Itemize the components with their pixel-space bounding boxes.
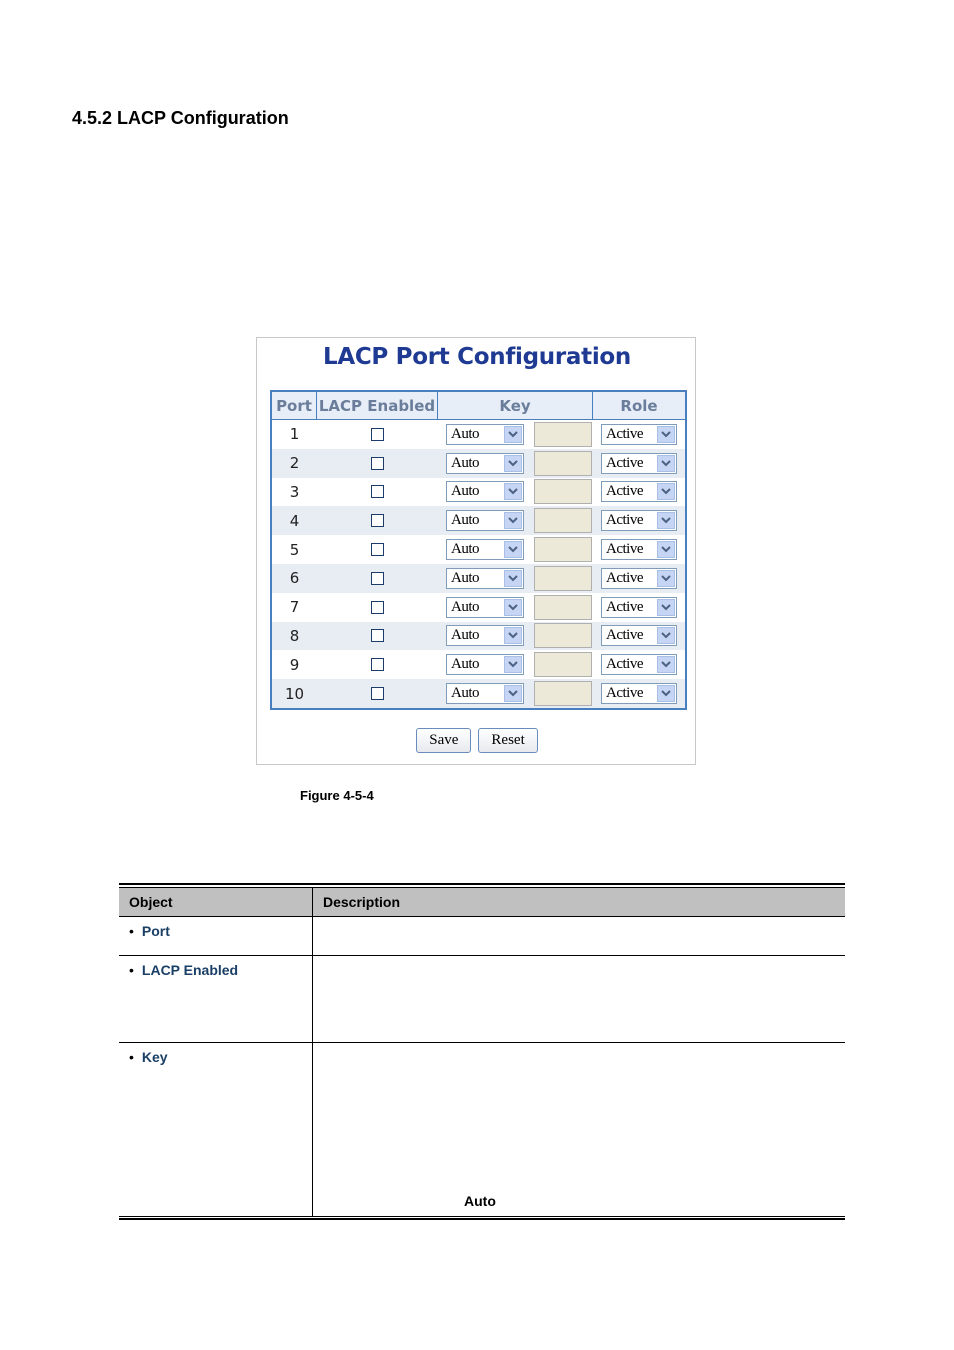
lacp-port-configuration-panel bbox=[256, 337, 696, 765]
header-role: Role bbox=[620, 396, 658, 415]
port-number: 5 bbox=[289, 540, 300, 559]
role-cell bbox=[593, 535, 685, 564]
lacp-enabled-checkbox[interactable] bbox=[371, 514, 384, 527]
role-cell bbox=[593, 679, 685, 708]
port-number: 3 bbox=[289, 482, 300, 501]
button-row bbox=[257, 728, 697, 753]
lacp-enabled-cell bbox=[317, 535, 438, 564]
key-select-value: Auto bbox=[451, 598, 479, 615]
header-description: Description bbox=[323, 894, 401, 910]
chevron-down-icon[interactable] bbox=[504, 541, 522, 558]
header-object: Object bbox=[119, 888, 313, 916]
table-row bbox=[272, 535, 685, 564]
chevron-down-icon[interactable] bbox=[657, 685, 675, 702]
lacp-enabled-cell bbox=[317, 622, 438, 651]
role-cell bbox=[593, 593, 685, 622]
chevron-down-icon[interactable] bbox=[504, 656, 522, 673]
key-select[interactable] bbox=[446, 539, 524, 560]
port-number: 4 bbox=[289, 511, 300, 530]
key-cell bbox=[438, 420, 593, 449]
key-select-value: Auto bbox=[451, 483, 479, 500]
chevron-down-icon[interactable] bbox=[504, 512, 522, 529]
save-button[interactable]: Save bbox=[416, 728, 471, 753]
port-number: 10 bbox=[284, 684, 305, 703]
table-bottom-rule bbox=[119, 1216, 845, 1220]
role-select-value: Active bbox=[606, 598, 643, 615]
lacp-enabled-checkbox[interactable] bbox=[371, 601, 384, 614]
role-cell bbox=[593, 420, 685, 449]
table-row bbox=[272, 478, 685, 507]
role-select[interactable] bbox=[601, 510, 677, 531]
key-select[interactable] bbox=[446, 654, 524, 675]
key-value-input[interactable] bbox=[534, 652, 592, 677]
role-cell bbox=[593, 478, 685, 507]
object-label: Port bbox=[141, 923, 170, 939]
chevron-down-icon[interactable] bbox=[657, 541, 675, 558]
header-lacp-enabled: LACP Enabled bbox=[317, 392, 438, 419]
key-cell bbox=[438, 650, 593, 679]
lacp-enabled-checkbox[interactable] bbox=[371, 543, 384, 556]
key-value-input[interactable] bbox=[534, 566, 592, 591]
object-cell bbox=[119, 956, 313, 1042]
key-select-value: Auto bbox=[451, 425, 479, 442]
role-select-value: Active bbox=[606, 627, 643, 644]
table-row bbox=[272, 622, 685, 651]
key-cell bbox=[438, 593, 593, 622]
chevron-down-icon[interactable] bbox=[504, 483, 522, 500]
key-cell bbox=[438, 478, 593, 507]
key-cell bbox=[438, 564, 593, 593]
lacp-enabled-checkbox[interactable] bbox=[371, 428, 384, 441]
lacp-enabled-checkbox[interactable] bbox=[371, 658, 384, 671]
key-select[interactable] bbox=[446, 424, 524, 445]
key-select[interactable] bbox=[446, 683, 524, 704]
key-select-value: Auto bbox=[451, 512, 479, 529]
key-select[interactable] bbox=[446, 453, 524, 474]
object-row-key bbox=[119, 1043, 845, 1216]
table-row bbox=[272, 679, 685, 708]
object-label: LACP Enabled bbox=[141, 962, 239, 978]
role-select[interactable] bbox=[601, 424, 677, 445]
description-cell bbox=[313, 956, 845, 1042]
chevron-down-icon[interactable] bbox=[657, 656, 675, 673]
key-value-input[interactable] bbox=[534, 508, 592, 533]
role-select[interactable] bbox=[601, 597, 677, 618]
key-value-input[interactable] bbox=[534, 479, 592, 504]
key-select-value: Auto bbox=[451, 627, 479, 644]
key-value-input[interactable] bbox=[534, 595, 592, 620]
table-row bbox=[272, 449, 685, 478]
bullet-icon: • bbox=[129, 962, 134, 978]
object-description-table bbox=[119, 883, 845, 1220]
chevron-down-icon[interactable] bbox=[504, 455, 522, 472]
bullet-icon: • bbox=[129, 1049, 134, 1065]
key-select[interactable] bbox=[446, 510, 524, 531]
lacp-enabled-cell bbox=[317, 593, 438, 622]
key-select-value: Auto bbox=[451, 685, 479, 702]
object-cell bbox=[119, 917, 313, 955]
role-select[interactable] bbox=[601, 683, 677, 704]
reset-button[interactable]: Reset bbox=[478, 728, 537, 753]
object-row-port bbox=[119, 917, 845, 956]
chevron-down-icon[interactable] bbox=[504, 627, 522, 644]
bullet-icon: • bbox=[129, 923, 134, 939]
role-select-value: Active bbox=[606, 425, 643, 442]
chevron-down-icon[interactable] bbox=[504, 570, 522, 587]
key-value-input[interactable] bbox=[534, 451, 592, 476]
lacp-enabled-cell bbox=[317, 650, 438, 679]
role-cell bbox=[593, 449, 685, 478]
header-port: Port bbox=[272, 392, 317, 419]
port-number: 6 bbox=[289, 569, 300, 588]
table-row bbox=[272, 420, 685, 449]
chevron-down-icon[interactable] bbox=[504, 426, 522, 443]
port-number: 1 bbox=[289, 425, 300, 444]
table-row bbox=[272, 564, 685, 593]
role-cell bbox=[593, 506, 685, 535]
chevron-down-icon[interactable] bbox=[657, 483, 675, 500]
lacp-enabled-checkbox[interactable] bbox=[371, 629, 384, 642]
role-select-value: Active bbox=[606, 685, 643, 702]
key-cell bbox=[438, 449, 593, 478]
key-value-input[interactable] bbox=[534, 537, 592, 562]
role-select-value: Active bbox=[606, 454, 643, 471]
port-number: 8 bbox=[289, 626, 300, 645]
role-select-value: Active bbox=[606, 483, 643, 500]
key-select-value: Auto bbox=[451, 656, 479, 673]
lacp-enabled-checkbox[interactable] bbox=[371, 687, 384, 700]
role-select-value: Active bbox=[606, 569, 643, 586]
key-value-input[interactable] bbox=[534, 623, 592, 648]
key-cell bbox=[438, 622, 593, 651]
lacp-enabled-cell bbox=[317, 564, 438, 593]
chevron-down-icon[interactable] bbox=[657, 426, 675, 443]
chevron-down-icon[interactable] bbox=[504, 685, 522, 702]
role-select-value: Active bbox=[606, 656, 643, 673]
key-value-input[interactable] bbox=[534, 422, 592, 447]
panel-title: LACP Port Configuration bbox=[322, 344, 631, 370]
object-cell bbox=[119, 1043, 313, 1216]
lacp-enabled-cell bbox=[317, 478, 438, 507]
key-cell bbox=[438, 679, 593, 708]
lacp-enabled-cell bbox=[317, 506, 438, 535]
role-select[interactable] bbox=[601, 625, 677, 646]
role-select[interactable] bbox=[601, 654, 677, 675]
lacp-enabled-checkbox[interactable] bbox=[371, 572, 384, 585]
object-row-lacp-enabled bbox=[119, 956, 845, 1043]
lacp-port-table bbox=[270, 390, 687, 710]
role-select[interactable] bbox=[601, 568, 677, 589]
table-header bbox=[272, 392, 685, 420]
port-number: 9 bbox=[289, 655, 300, 674]
port-number: 7 bbox=[289, 598, 300, 617]
key-select-value: Auto bbox=[451, 569, 479, 586]
key-select[interactable] bbox=[446, 568, 524, 589]
role-select-value: Active bbox=[606, 541, 643, 558]
object-table-header bbox=[119, 888, 845, 917]
lacp-enabled-checkbox[interactable] bbox=[371, 485, 384, 498]
description-cell bbox=[313, 917, 845, 955]
role-cell bbox=[593, 564, 685, 593]
chevron-down-icon[interactable] bbox=[504, 599, 522, 616]
chevron-down-icon[interactable] bbox=[657, 599, 675, 616]
table-row bbox=[272, 650, 685, 679]
lacp-enabled-cell bbox=[317, 449, 438, 478]
description-cell bbox=[313, 1043, 845, 1216]
lacp-enabled-cell bbox=[317, 420, 438, 449]
key-select-value: Auto bbox=[451, 541, 479, 558]
chevron-down-icon[interactable] bbox=[657, 627, 675, 644]
role-select[interactable] bbox=[601, 453, 677, 474]
chevron-down-icon[interactable] bbox=[657, 570, 675, 587]
role-cell bbox=[593, 622, 685, 651]
chevron-down-icon[interactable] bbox=[657, 512, 675, 529]
description-text: Auto bbox=[464, 1193, 496, 1209]
figure-caption: Figure 4-5-4 bbox=[300, 788, 374, 803]
chevron-down-icon[interactable] bbox=[657, 455, 675, 472]
key-cell bbox=[438, 535, 593, 564]
lacp-enabled-cell bbox=[317, 679, 438, 708]
key-value-input[interactable] bbox=[534, 681, 592, 706]
key-select[interactable] bbox=[446, 625, 524, 646]
role-select[interactable] bbox=[601, 481, 677, 502]
role-select[interactable] bbox=[601, 539, 677, 560]
lacp-enabled-checkbox[interactable] bbox=[371, 457, 384, 470]
table-row bbox=[272, 506, 685, 535]
key-cell bbox=[438, 506, 593, 535]
section-title: 4.5.2 LACP Configuration bbox=[72, 108, 289, 128]
table-row bbox=[272, 593, 685, 622]
object-label: Key bbox=[141, 1049, 168, 1065]
table-body bbox=[272, 420, 685, 708]
key-select-value: Auto bbox=[451, 454, 479, 471]
port-number: 2 bbox=[289, 454, 300, 473]
role-select-value: Active bbox=[606, 512, 643, 529]
key-select[interactable] bbox=[446, 481, 524, 502]
role-cell bbox=[593, 650, 685, 679]
key-select[interactable] bbox=[446, 597, 524, 618]
header-key: Key bbox=[438, 392, 593, 419]
